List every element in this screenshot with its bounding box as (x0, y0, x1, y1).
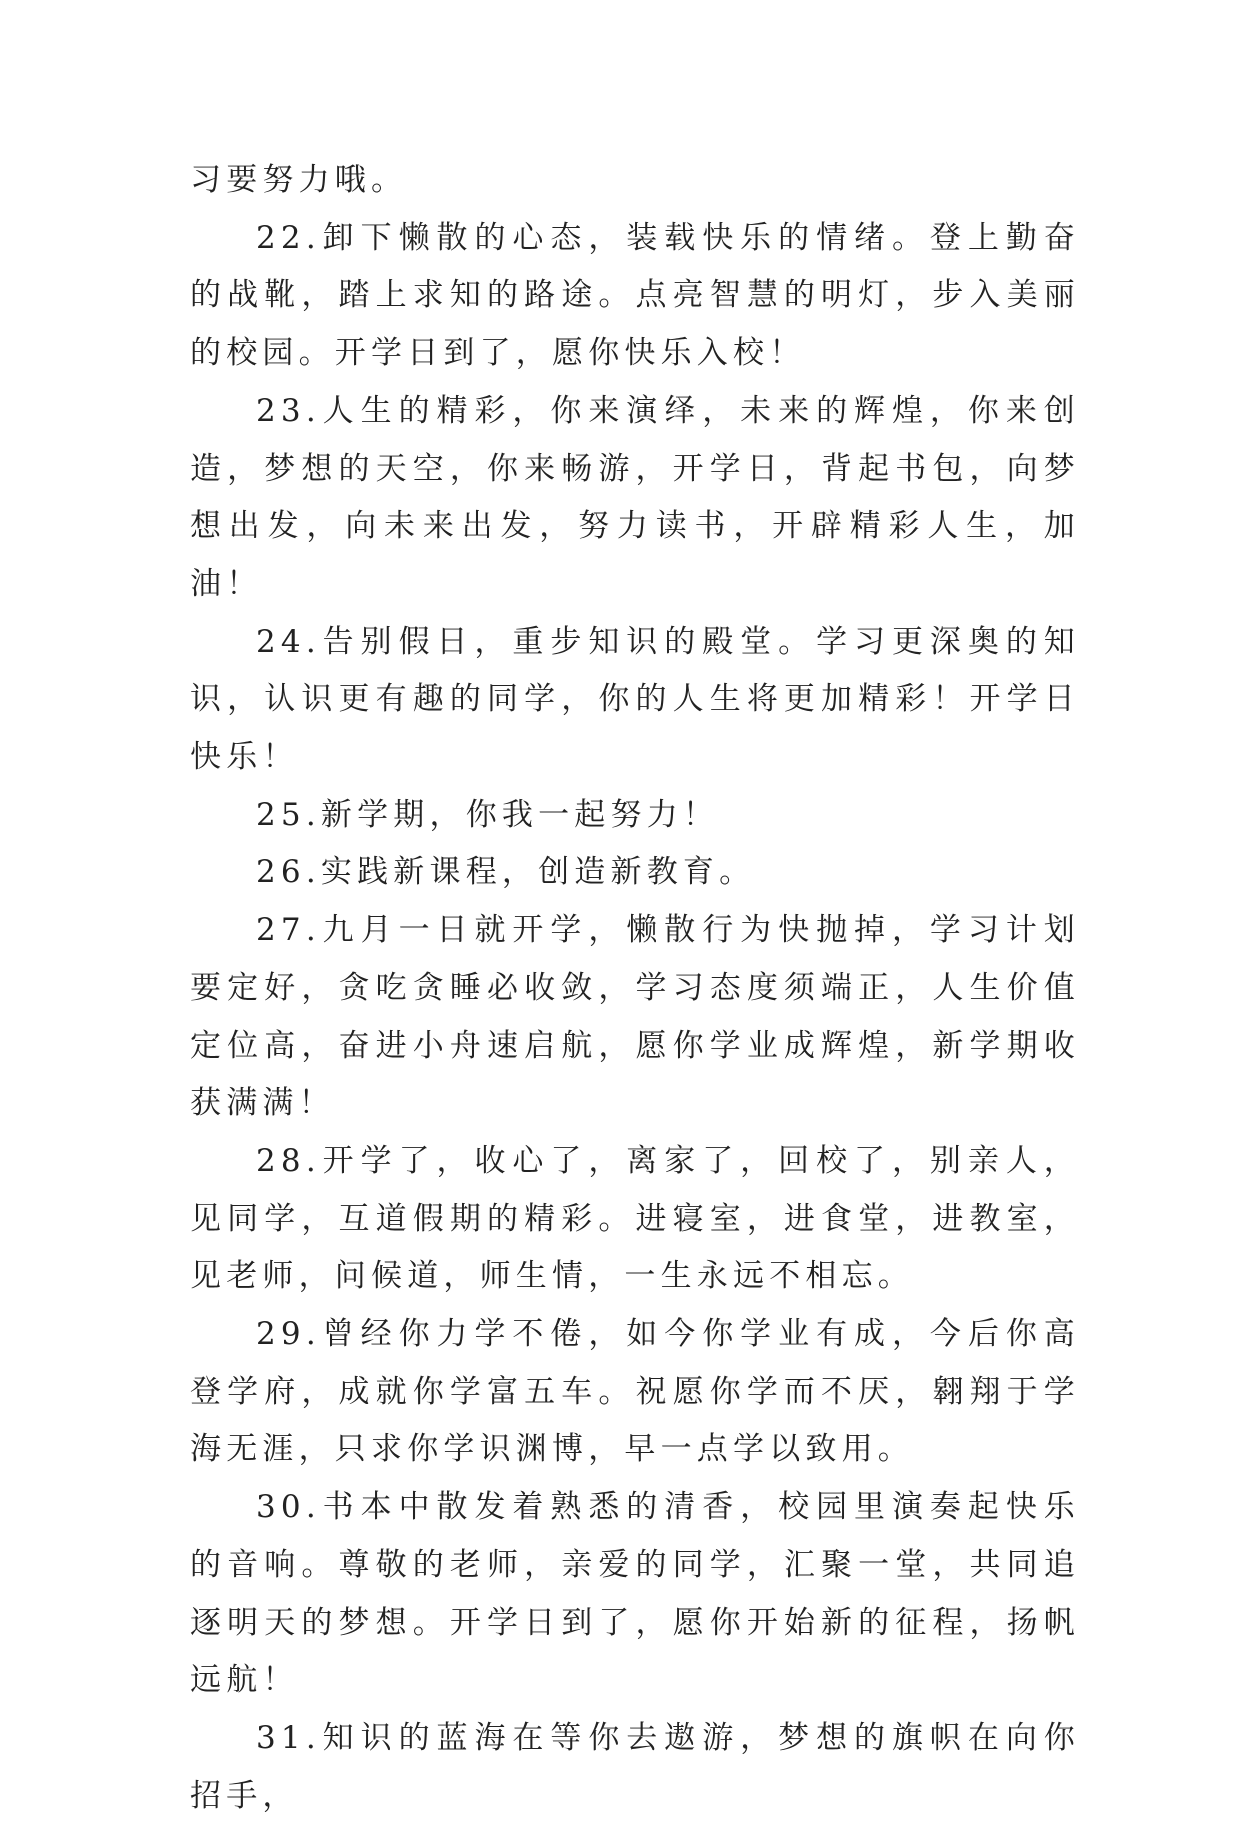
paragraph-22: 22.卸下懒散的心态，装载快乐的情绪。登上勤奋的战靴，踏上求知的路途。点亮智慧的明灯，步入美丽的校园。开学日到了，愿你快乐入校！ (190, 219, 1080, 372)
paragraph-23: 23.人生的精彩，你来演绎，未来的辉煌，你来创造，梦想的天空，你来畅游，开学日，背起书包，向梦想出发，向未来出发，努力读书，开辟精彩人生，加油！ (190, 392, 1080, 602)
paragraph-31: 31.知识的蓝海在等你去遨游，梦想的旗帜在向你招手， (190, 1719, 1080, 1814)
paragraph-25: 25.新学期，你我一起努力！ (256, 796, 720, 833)
paragraph-24: 24.告别假日，重步知识的殿堂。学习更深奥的知识，认识更有趣的同学，你的人生将更加精彩！开学日快乐！ (190, 623, 1080, 776)
document-body (190, 152, 1080, 1825)
paragraph-29: 29.曾经你力学不倦，如今你学业有成，今后你高登学府，成就你学富五车。祝愿你学而不厌，翱翔于学海无涯，只求你学识渊博，早一点学以致用。 (190, 1316, 1080, 1468)
paragraph-27: 27.九月一日就开学，懒散行为快抛掉，学习计划要定好，贪吃贪睡必收敛，学习态度须端正，人生价值定位高，奋进小舟速启航，愿你学业成辉煌，新学期收获满满！ (190, 912, 1080, 1122)
paragraph-21-continuation: 习要努力哦。 (190, 162, 408, 198)
paragraph-30: 30.书本中散发着熟悉的清香，校园里演奏起快乐的音响。尊敬的老师，亲爱的同学，汇聚一堂，共同追逐明天的梦想。开学日到了，愿你开始新的征程，扬帆远航！ (190, 1489, 1080, 1699)
paragraph-28: 28.开学了，收心了，离家了，回校了，别亲人，见同学，互道假期的精彩。进寝室，进食堂，进教室，见老师，问候道，师生情，一生永远不相忘。 (190, 1142, 1080, 1295)
paragraph-26: 26.实践新课程，创造新教育。 (256, 854, 756, 891)
